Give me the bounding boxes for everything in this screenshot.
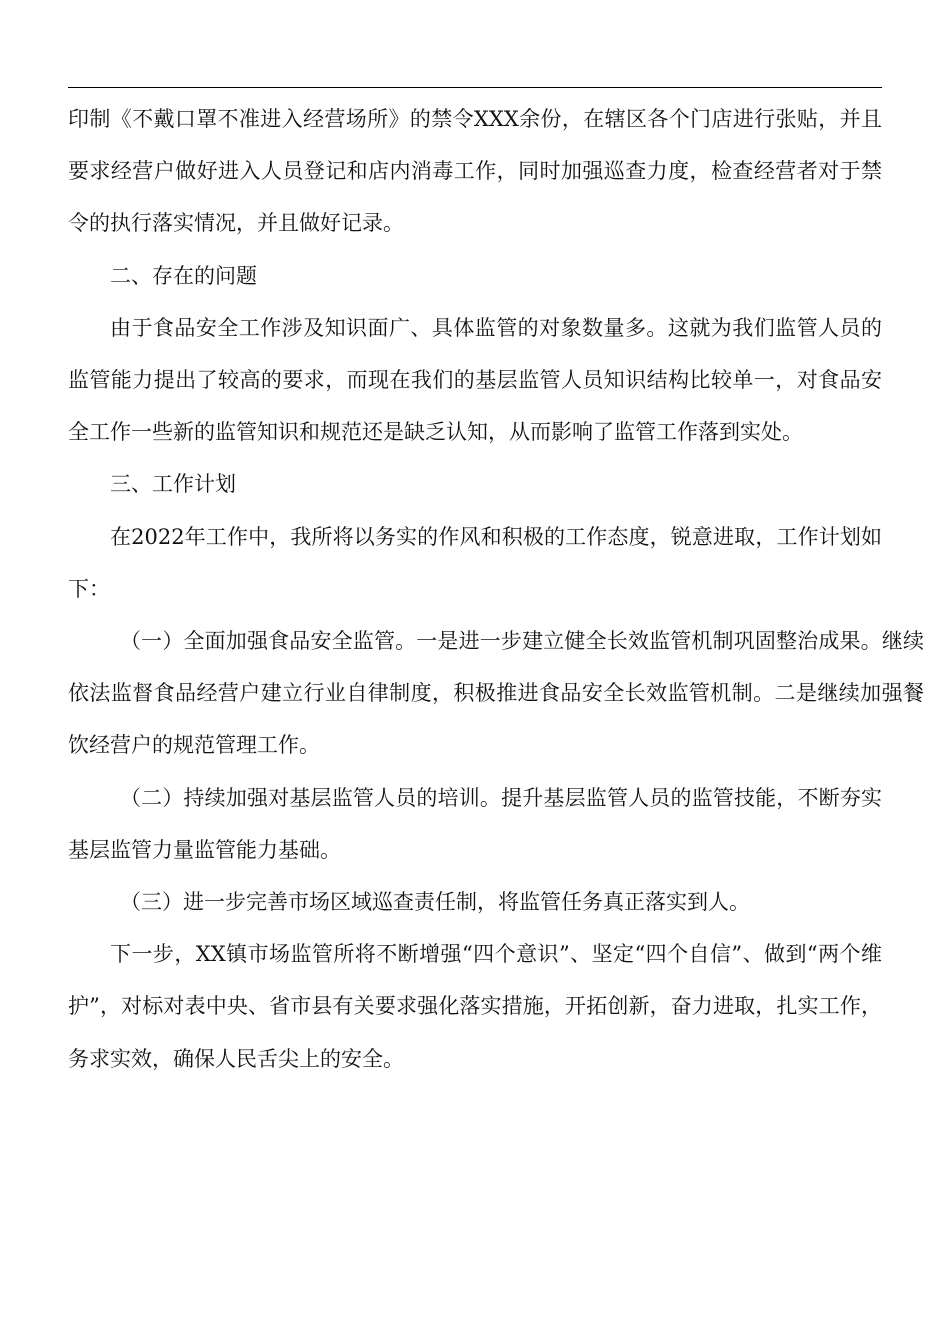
section-heading-work-plan: 三、工作计划 <box>110 472 236 497</box>
paragraph-continuation: 印制《不戴口罩不准进入经营场所》的禁令XXX余份，在辖区各个门店进行张贴，并且要求经营户做好进入人员登记和店内消毒工作，同时加强巡查力度，检查经营者对于禁令的执行落实情况，并且做好记录。 <box>68 107 882 236</box>
paragraph-plan-item-2: （二）持续加强对基层监管人员的培训。提升基层监管人员的监管技能，不断夯实基层监管力量监管能力基础。 <box>68 785 882 862</box>
paragraph-next-step: 下一步，XX镇市场监管所将不断增强“四个意识”、坚定“四个自信”、做到“两个维护”，对标对表中央、省市县有关要求强化落实措施，开拓创新，奋力进取，扎实工作，务求实效，确保人民舌尖上的安全。 <box>68 942 882 1071</box>
header-rule <box>68 87 882 88</box>
paragraph-problems: 由于食品安全工作涉及知识面广、具体监管的对象数量多。这就为我们监管人员的监管能力提出了较高的要求，而现在我们的基层监管人员知识结构比较单一，对食品安全工作一些新的监管知识和规范还是缺乏认知，从而影响了监管工作落到实处。 <box>68 315 882 445</box>
paragraph-plan-item-3: （三）进一步完善市场区域巡查责任制，将监管任务真正落实到人。 <box>120 890 750 915</box>
document-body <box>68 93 924 1085</box>
paragraph-plan-item-1: （一）全面加强食品安全监管。一是进一步建立健全长效监管机制巩固整治成果。继续依法监督食品经营户建立行业自律制度，积极推进食品安全长效监管机制。二是继续加强餐饮经营户的规范管理工作。 <box>68 629 924 758</box>
section-heading-problems: 二、存在的问题 <box>110 263 257 288</box>
paragraph-plan-intro: 在2022年工作中，我所将以务实的作风和积极的工作态度，锐意进取，工作计划如下： <box>68 524 882 601</box>
